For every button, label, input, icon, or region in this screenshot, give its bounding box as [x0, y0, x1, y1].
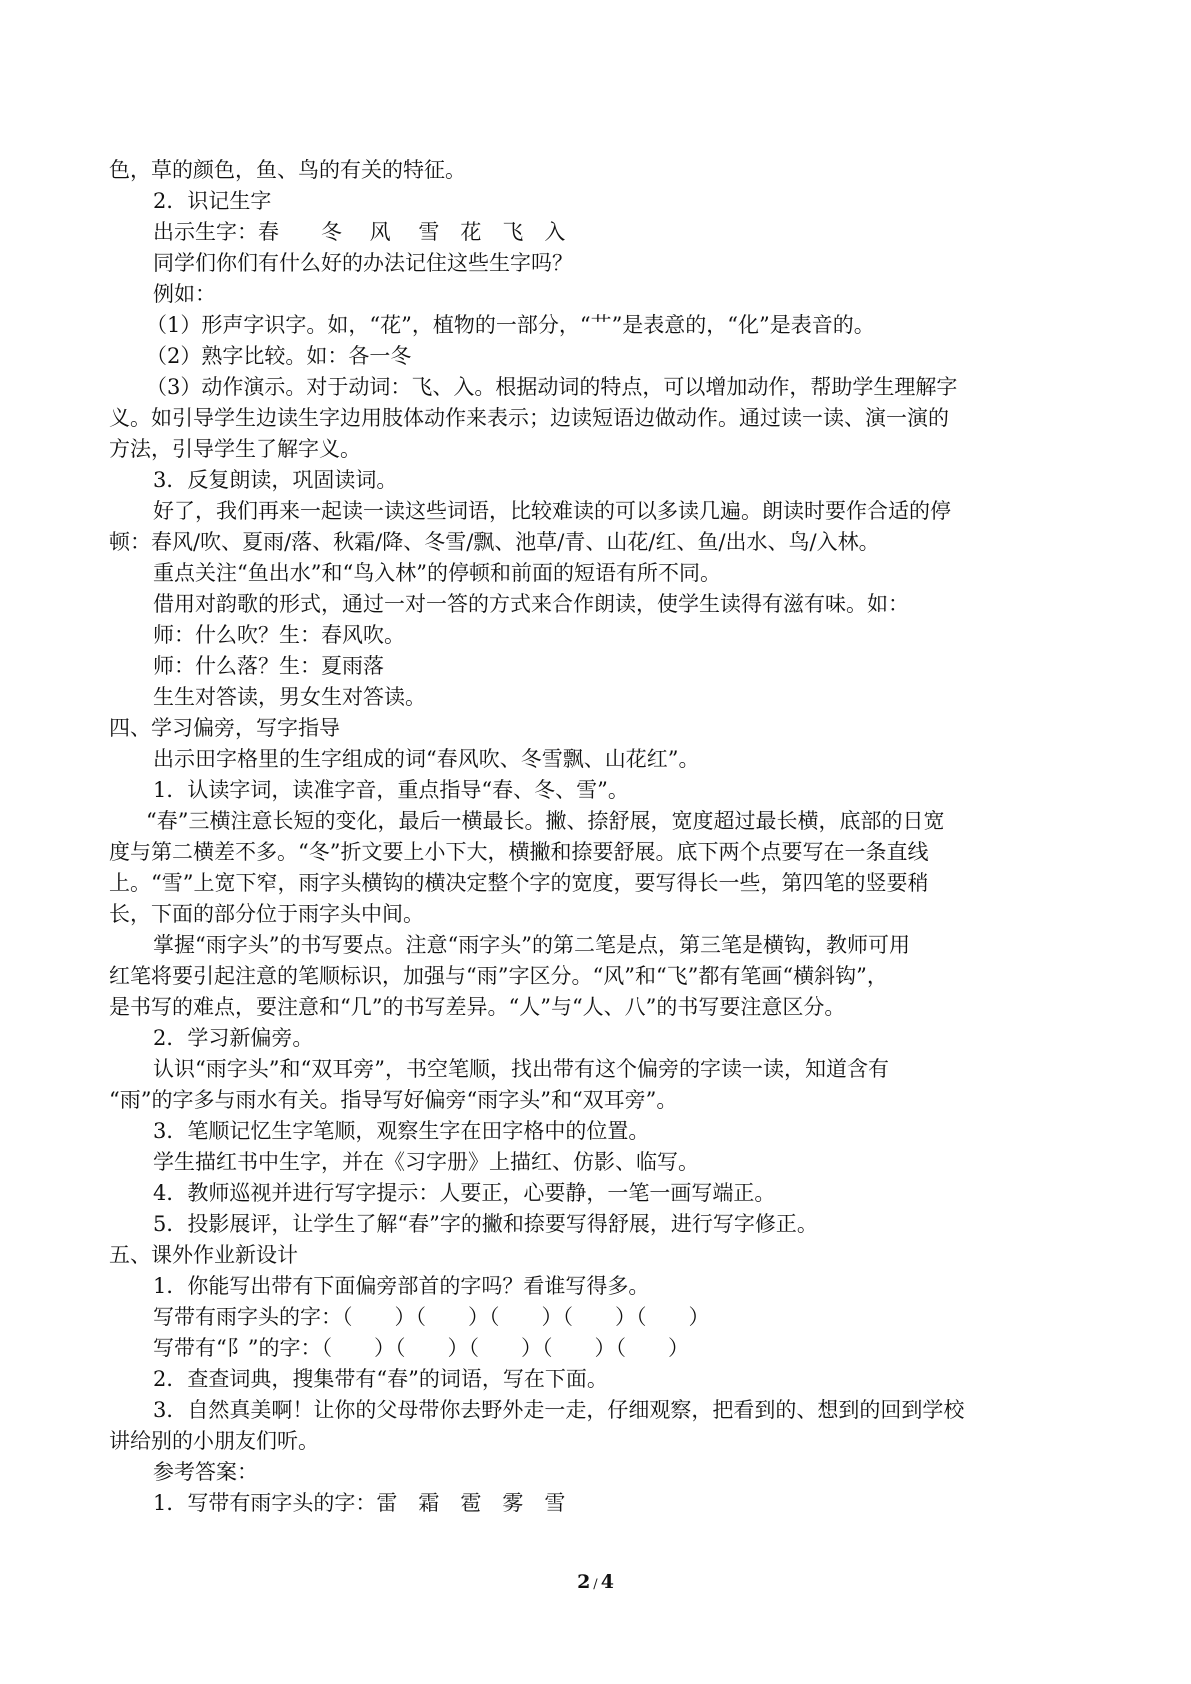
- text-line: 好了，我们再来一起读一读这些词语，比较难读的可以多读几遍。朗读时要作合适的停: [153, 499, 951, 523]
- page-separator: /: [593, 1577, 598, 1592]
- text-line: 参考答案：: [153, 1460, 258, 1484]
- text-line: 上。“雪”上宽下窄，雨字头横钩的横决定整个字的宽度，要写得长一些，第四笔的竖要稍: [109, 871, 929, 895]
- text-line: 方法，引导学生了解字义。: [109, 437, 361, 461]
- text-line: 借用对韵歌的形式，通过一对一答的方式来合作朗读，使学生读得有滋有味。如：: [153, 592, 909, 616]
- text-line: 出示生字：春 冬 风 雪 花 飞 入: [153, 220, 566, 244]
- total-pages-number: 4: [600, 1571, 614, 1593]
- text-line: 红笔将要引起注意的笔顺标识，加强与“雨”字区分。“风”和“飞”都有笔画“横斜钩”，: [109, 964, 888, 988]
- text-line: （2）熟字比较。如：各一冬: [146, 344, 412, 368]
- text-line: 3．反复朗读，巩固读词。: [153, 468, 398, 492]
- text-line: 3．笔顺记忆生字笔顺，观察生字在田字格中的位置。: [153, 1119, 650, 1143]
- text-line: 同学们你们有什么好的办法记住这些生字吗？: [153, 251, 573, 275]
- page-number: [0, 1570, 1191, 1597]
- text-line: 出示田字格里的生字组成的词“春风吹、冬雪飘、山花红”。: [153, 747, 700, 771]
- text-line: 度与第二横差不多。“冬”折文要上小下大，横撇和捺要舒展。底下两个点要写在一条直线: [109, 840, 929, 864]
- text-line: （1）形声字识字。如，“花”，植物的一部分，“艹”是表意的，“化”是表音的。: [146, 313, 875, 337]
- text-line: 5．投影展评，让学生了解“春”字的撇和捺要写得舒展，进行写字修正。: [153, 1212, 818, 1236]
- text-line: 是书写的难点，要注意和“几”的书写差异。“人”与“人、八”的书写要注意区分。: [109, 995, 846, 1019]
- current-page-number: 2: [577, 1571, 591, 1593]
- text-line: 2．识记生字: [153, 189, 272, 213]
- section-heading: 四、学习偏旁，写字指导: [109, 716, 340, 740]
- text-line: 生生对答读，男女生对答读。: [153, 685, 426, 709]
- text-line: 4．教师巡视并进行写字提示：人要正，心要静，一笔一画写端正。: [153, 1181, 776, 1205]
- text-line: 讲给别的小朋友们听。: [109, 1429, 319, 1453]
- text-line: 2．查查词典，搜集带有“春”的词语，写在下面。: [153, 1367, 608, 1391]
- text-line: 认识“雨字头”和“双耳旁”，书空笔顺，找出带有这个偏旁的字读一读，知道含有: [153, 1057, 889, 1081]
- text-line: 例如：: [153, 282, 216, 306]
- text-line: 1．写带有雨字头的字：雷 霜 雹 雾 雪: [153, 1491, 566, 1515]
- text-line: 1．认读字词，读准字音，重点指导“春、冬、雪”。: [153, 778, 629, 802]
- text-line: “雨”的字多与雨水有关。指导写好偏旁“雨字头”和“双耳旁”。: [109, 1088, 678, 1112]
- text-line: 师：什么落？生：夏雨落: [153, 654, 384, 678]
- text-line: 长，下面的部分位于雨字头中间。: [109, 902, 424, 926]
- text-line: 师：什么吹？生：春风吹。: [153, 623, 405, 647]
- text-line: 学生描红书中生字，并在《习字册》上描红、仿影、临写。: [153, 1150, 699, 1174]
- text-line: 2．学习新偏旁。: [153, 1026, 314, 1050]
- text-line: 顿：春风/吹、夏雨/落、秋霜/降、冬雪/飘、池草/青、山花/红、鱼/出水、鸟/入林。: [109, 530, 880, 554]
- fill-in-row: 写带有“阝”的字：（ ）（ ）（ ）（ ）（ ）: [153, 1336, 689, 1360]
- text-line: 义。如引导学生边读生字边用肢体动作来表示；边读短语边做动作。通过读一读、演一演的: [109, 406, 949, 430]
- section-heading: 五、课外作业新设计: [109, 1243, 298, 1267]
- text-line: 3．自然真美啊！让你的父母带你去野外走一走，仔细观察，把看到的、想到的回到学校: [153, 1398, 965, 1422]
- text-line: 1．你能写出带有下面偏旁部首的字吗？看谁写得多。: [153, 1274, 650, 1298]
- text-line: 掌握“雨字头”的书写要点。注意“雨字头”的第二笔是点，第三笔是横钩，教师可用: [153, 933, 910, 957]
- fill-in-row: 写带有雨字头的字：（ ）（ ）（ ）（ ）（ ）: [153, 1305, 710, 1329]
- text-line: 色，草的颜色，鱼、鸟的有关的特征。: [109, 158, 466, 182]
- text-line: 重点关注“鱼出水”和“鸟入林”的停顿和前面的短语有所不同。: [153, 561, 721, 585]
- text-line: （3）动作演示。对于动词：飞、入。根据动词的特点，可以增加动作，帮助学生理解字: [146, 375, 958, 399]
- text-line: “春”三横注意长短的变化，最后一横最长。撇、捺舒展，宽度超过最长横，底部的日宽: [146, 809, 945, 833]
